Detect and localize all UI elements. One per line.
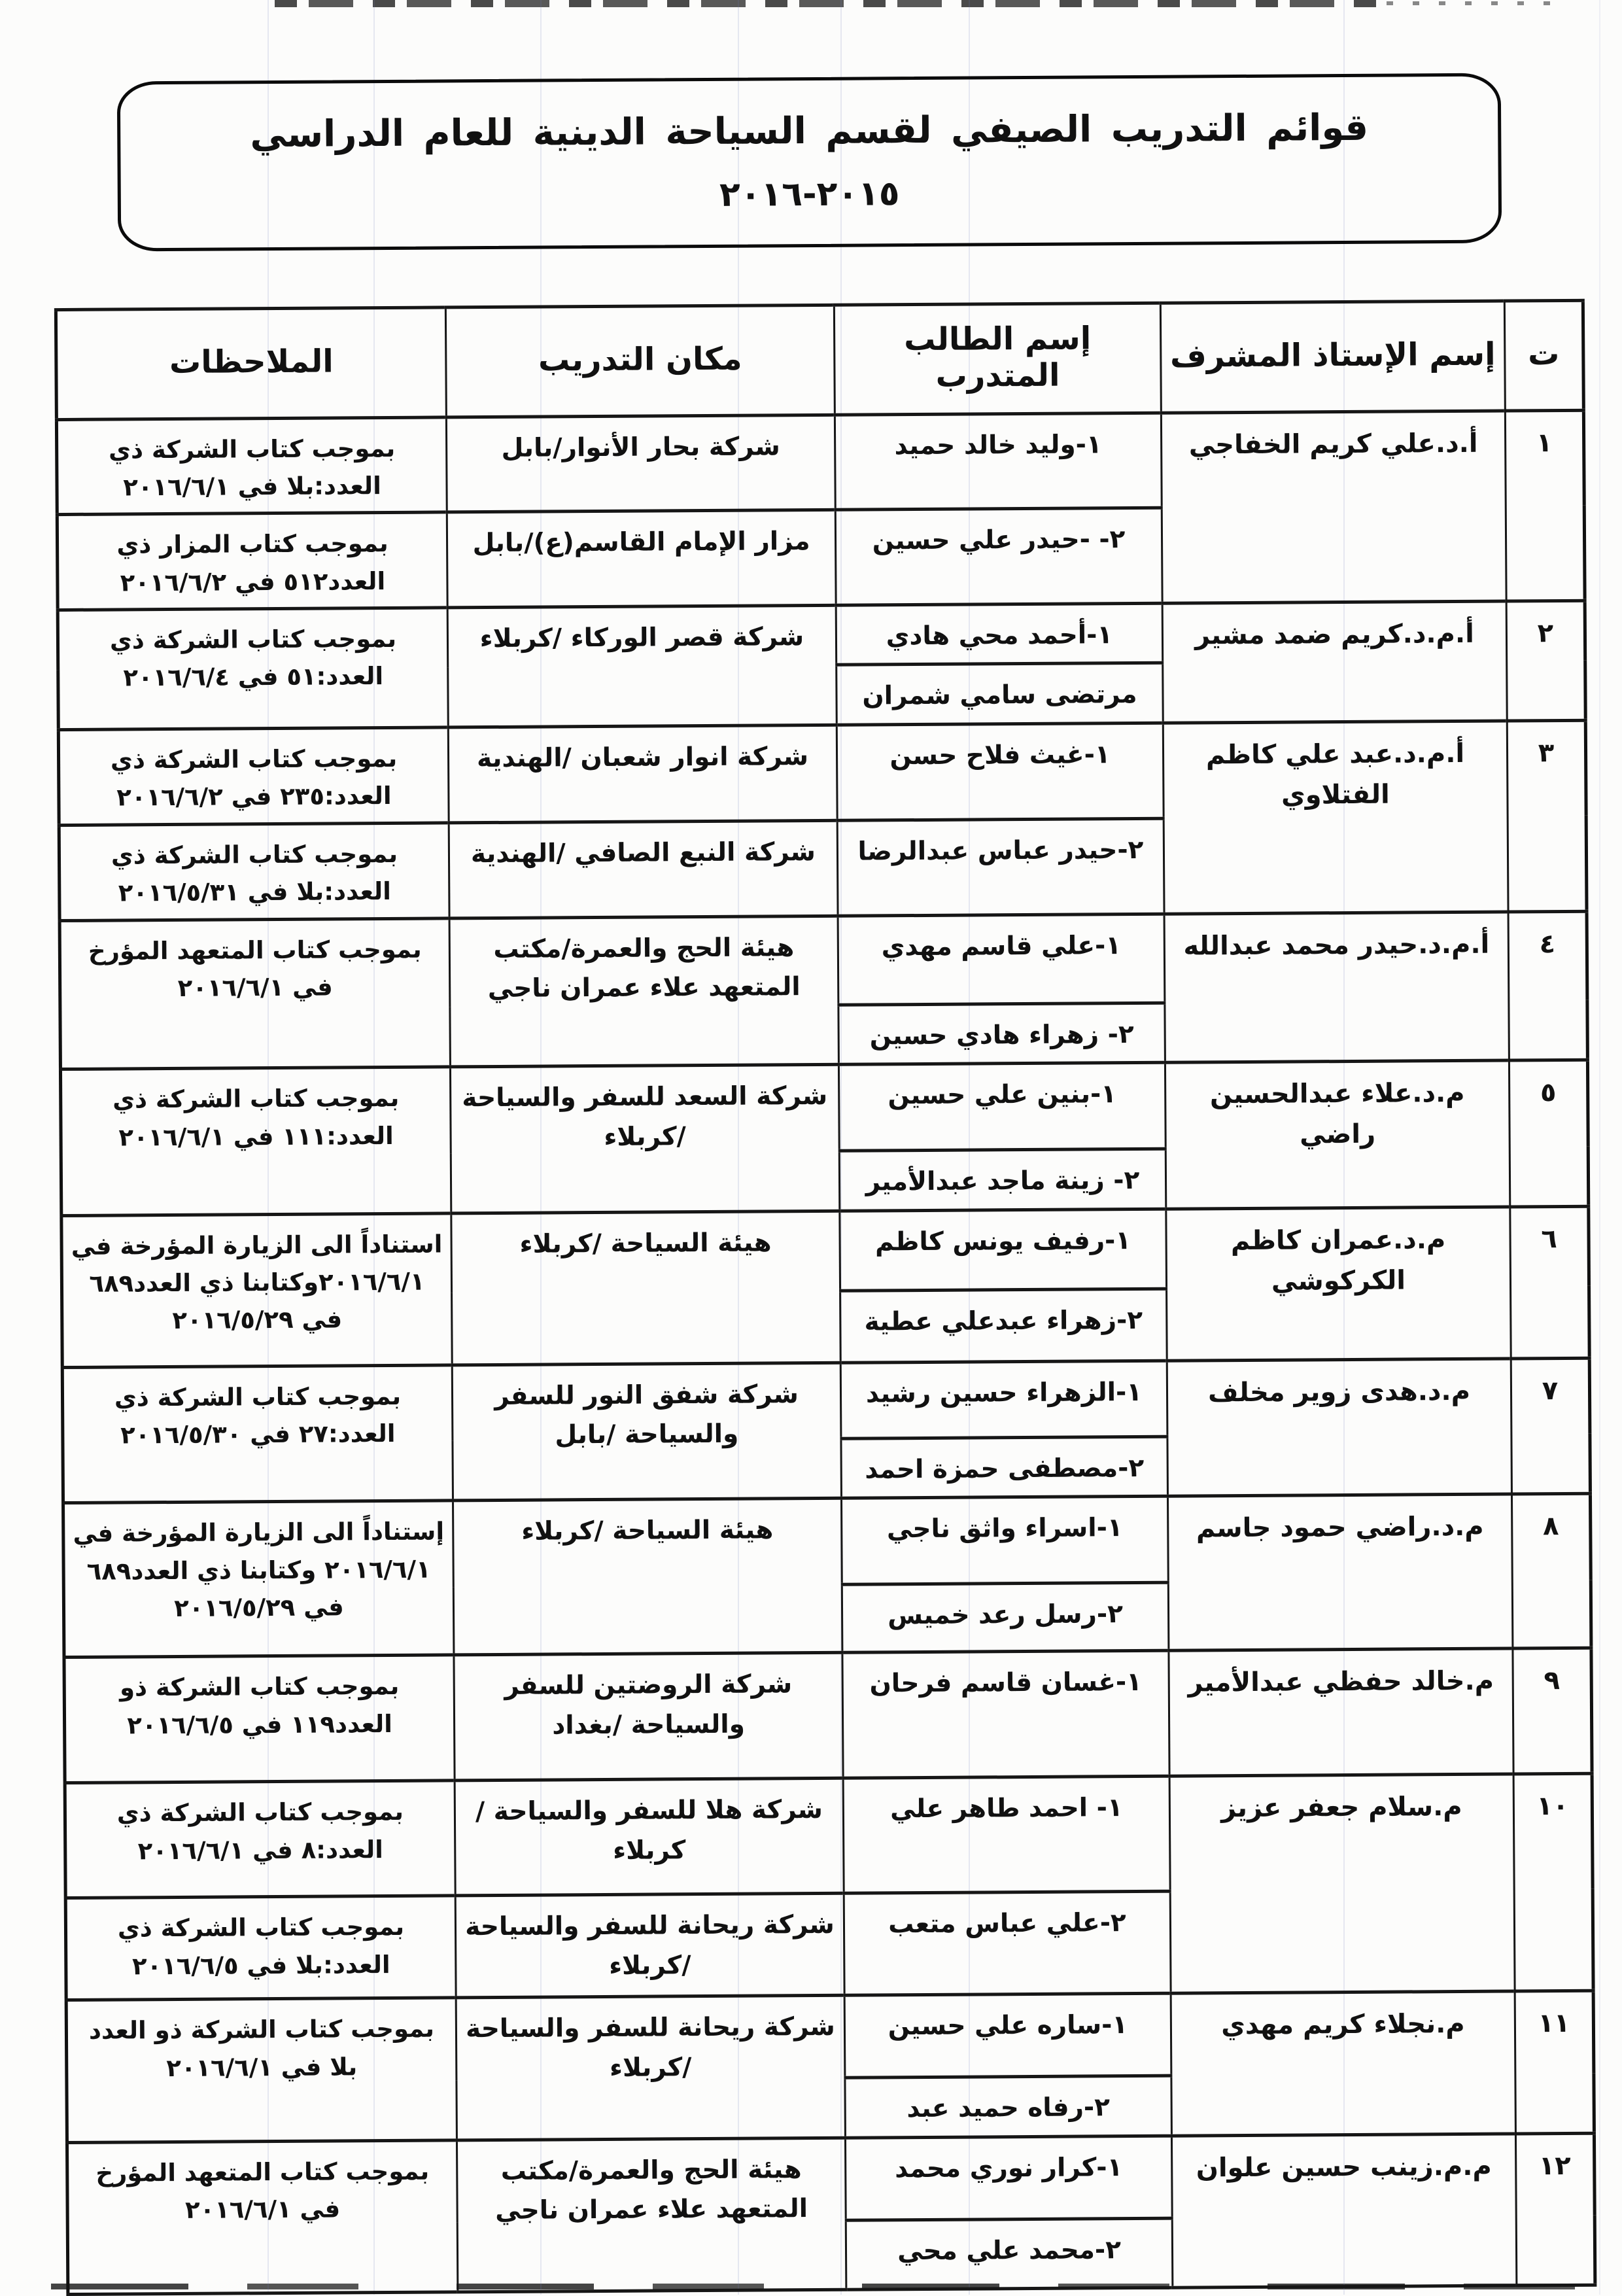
notes-cell: بموجب كتاب الشركة ذي العدد:٢٣٥ في ٢٠١٦/٦/٢ bbox=[58, 727, 449, 826]
supervisor-cell: م.سلام جعفر عزيز bbox=[1169, 1774, 1515, 1993]
notes-cell: بموجب كتاب المتعهد المؤرخ في ٢٠١٦/٦/١ bbox=[60, 918, 450, 1070]
student-cell: ٢-علي عباس متعب bbox=[844, 1891, 1171, 1995]
supervisor-cell: م.د.عمران كاظم الكركوشي bbox=[1166, 1207, 1511, 1361]
place-cell: هيئة الحج والعمرة/مكتب المتعهد علاء عمران ناجي bbox=[457, 2138, 846, 2292]
training-table bbox=[54, 298, 1597, 2295]
header-supervisor: إسم الإستاذ المشرف bbox=[1160, 301, 1505, 413]
serial-cell: ١١ bbox=[1515, 1991, 1594, 2133]
supervisor-cell: م.م.زينب حسين علوان bbox=[1171, 2134, 1516, 2287]
place-cell: هيئة السياحة /كربلاء bbox=[453, 1498, 842, 1655]
supervisor-cell: أ.م.د.عبد علي كاظم الفتلاوي bbox=[1163, 721, 1508, 914]
serial-cell: ٣ bbox=[1507, 720, 1587, 912]
notes-cell: بموجب كتاب الشركة ذي العدد:بلا في ٢٠١٦/٦/٥ bbox=[65, 1896, 456, 2000]
student-cell: ١-ساره علي حسين bbox=[844, 1993, 1171, 2078]
student-cell: ١- احمد طاهر علي bbox=[843, 1776, 1170, 1893]
table-row bbox=[65, 1773, 1593, 1898]
student-cell: ١-الزهراء حسين رشيد bbox=[840, 1361, 1167, 1438]
place-cell: شركة ريحانة للسفر والسياحة /كربلاء bbox=[456, 1995, 845, 2140]
place-cell: هيئة الحج والعمرة/مكتب المتعهد علاء عمران ناجي bbox=[449, 916, 838, 1067]
table-row bbox=[58, 720, 1586, 825]
place-cell: شركة انوار شعبان /الهندية bbox=[448, 725, 837, 823]
student-cell: ٢-حيدر عباس عبدالرضا bbox=[837, 818, 1164, 916]
supervisor-cell: أ.م.د.كريم ضمد مشير bbox=[1162, 601, 1507, 723]
table-row bbox=[67, 2133, 1595, 2225]
student-cell: ١-كرار نوري محمد bbox=[845, 2136, 1172, 2220]
place-cell: شركة النبع الصافي /الهندية bbox=[449, 820, 838, 918]
student-cell: ٢- -حيدر علي حسين bbox=[835, 508, 1162, 606]
supervisor-cell: م.د.علاء عبدالحسين راضي bbox=[1165, 1060, 1510, 1209]
table-row bbox=[58, 600, 1585, 670]
notes-cell: بموجب كتاب الشركة ذو العدد١١٩ في ٢٠١٦/٦/٥ bbox=[64, 1655, 455, 1783]
table-row bbox=[64, 1648, 1592, 1783]
notes-cell: بموجب كتاب الشركة ذي العدد:بلا في ٢٠١٦/٥/٣١ bbox=[59, 823, 449, 921]
serial-cell: ١ bbox=[1505, 410, 1585, 601]
header-student: إسم الطالب المتدرب bbox=[834, 303, 1161, 415]
notes-cell: بموجب كتاب الشركة ذي العدد:١١١ في ٢٠١٦/٦/١ bbox=[60, 1067, 451, 1215]
student-cell: ١-وليد خالد حميد bbox=[835, 413, 1162, 510]
student-cell: ٢- زينة ماجد عبدالأمير bbox=[839, 1149, 1166, 1211]
table-row bbox=[66, 1991, 1594, 2082]
supervisor-cell: م.د.هدى زوير مخلف bbox=[1167, 1359, 1511, 1497]
supervisor-cell: أ.د.علي كريم الخفاجي bbox=[1161, 411, 1506, 604]
supervisor-cell: م.د.راضي حمود جاسم bbox=[1167, 1494, 1512, 1650]
student-cell: ١-رفيف يونس كاظم bbox=[840, 1209, 1167, 1291]
table-row bbox=[63, 1493, 1591, 1589]
place-cell: شركة السعد للسفر والسياحة /كربلاء bbox=[450, 1065, 839, 1213]
notes-cell: بموجب كتاب الشركة ذو العدد بلا في ٢٠١٦/٦/١ bbox=[66, 1998, 457, 2142]
place-cell: شركة الروضتين للسفر والسياحة /بغداد bbox=[454, 1652, 843, 1781]
notes-cell: إستناداً الى الزيارة المؤرخة في ٢٠١٦/٦/١ وكتابنا ذي العدد٦٨٩ في ٢٠١٦/٥/٢٩ bbox=[63, 1501, 454, 1658]
serial-cell: ١٢ bbox=[1515, 2133, 1595, 2286]
notes-cell: بموجب كتاب الشركة ذي العدد:٥١ في ٢٠١٦/٦/٤ bbox=[58, 608, 448, 730]
document-title: قوائم التدريب الصيفي لقسم السياحة الدينية للعام الدراسي bbox=[250, 106, 1369, 156]
header-notes: الملاحظات bbox=[56, 307, 446, 420]
table-header-row bbox=[56, 300, 1583, 419]
student-cell: ٢-رفاه حميد عبد bbox=[845, 2076, 1172, 2137]
serial-cell: ٦ bbox=[1510, 1206, 1589, 1359]
table-row bbox=[60, 911, 1587, 1009]
student-cell: ١-بنين علي حسين bbox=[838, 1063, 1165, 1151]
student-cell: ١-غيث فلاح حسن bbox=[837, 723, 1164, 820]
notes-cell: بموجب كتاب المزار ذي العدد٥١٢ في ٢٠١٦/٦/٢ bbox=[57, 512, 447, 610]
serial-cell: ٩ bbox=[1513, 1648, 1592, 1774]
header-serial: ت bbox=[1504, 300, 1583, 411]
student-cell: ١-علي قاسم مهدي bbox=[838, 914, 1165, 1005]
header-place: مكان التدريب bbox=[445, 305, 835, 417]
notes-cell: بموجب كتاب الشركة ذي العدد:٢٧ في ٢٠١٦/٥/٣٠ bbox=[62, 1365, 453, 1503]
student-cell: ٢- زهراء هادي حسين bbox=[838, 1003, 1165, 1064]
supervisor-cell: م.نجلاء كريم مهدي bbox=[1171, 1991, 1515, 2136]
place-cell: مزار الإمام القاسم(ع)/بابل bbox=[447, 510, 836, 608]
student-cell: ١-اسراء واثق ناجي bbox=[841, 1496, 1168, 1584]
student-cell: ٢-محمد علي محي bbox=[846, 2218, 1173, 2289]
serial-cell: ٥ bbox=[1509, 1060, 1588, 1207]
notes-cell: بموجب كتاب المتعهد المؤرخ في ٢٠١٦/٦/١ bbox=[67, 2140, 457, 2294]
table-row bbox=[60, 1060, 1588, 1156]
document-title-years: ٢٠١٥-٢٠١٦ bbox=[719, 173, 900, 215]
serial-cell: ٢ bbox=[1506, 600, 1585, 721]
notes-cell: استناداً الى الزيارة المؤرخة في ٢٠١٦/٦/١وكتابنا ذي العدد٦٨٩ في ٢٠١٦/٥/٢٩ bbox=[61, 1213, 452, 1368]
place-cell: شركة شفق النور للسفر والسياحة /بابل bbox=[452, 1363, 841, 1501]
place-cell: شركة هلا للسفر والسياحة /كربلاء bbox=[455, 1778, 844, 1896]
student-cell: ٢-زهراء عبدعلي عطية bbox=[840, 1289, 1167, 1363]
student-cell: ٢-رسل رعد خميس bbox=[842, 1582, 1169, 1652]
student-cell: ١-غسان قاسم فرحان bbox=[842, 1650, 1169, 1778]
serial-cell: ٤ bbox=[1508, 911, 1587, 1060]
supervisor-cell: أ.م.د.حيدر محمد عبدالله bbox=[1164, 912, 1509, 1063]
title-box bbox=[117, 73, 1502, 252]
table-row bbox=[62, 1358, 1590, 1443]
serial-cell: ٧ bbox=[1511, 1358, 1590, 1494]
supervisor-cell: م.خالد حفظي عبدالأمير bbox=[1169, 1648, 1513, 1776]
student-cell: مرتضى سامي شمران bbox=[837, 663, 1164, 725]
serial-cell: ٨ bbox=[1511, 1493, 1591, 1648]
student-cell: ١-أحمد محي هادي bbox=[836, 603, 1163, 665]
serial-cell: ١٠ bbox=[1513, 1773, 1593, 1991]
table-row bbox=[56, 410, 1584, 515]
place-cell: شركة قصر الوركاء /كربلاء bbox=[447, 605, 837, 727]
table-row bbox=[61, 1206, 1589, 1295]
notes-cell: بموجب كتاب الشركة ذي العدد:بلا في ٢٠١٦/٦/١ bbox=[56, 417, 447, 515]
student-cell: ٢-مصطفى حمزة احمد bbox=[841, 1436, 1168, 1498]
place-cell: شركة بحار الأنوار/بابل bbox=[446, 415, 835, 512]
notes-cell: بموجب كتاب الشركة ذي العدد:٨ في ٢٠١٦/٦/١ bbox=[65, 1781, 455, 1898]
place-cell: هيئة السياحة /كربلاء bbox=[451, 1211, 840, 1365]
place-cell: شركة ريحانة للسفر والسياحة /كربلاء bbox=[455, 1893, 844, 1998]
